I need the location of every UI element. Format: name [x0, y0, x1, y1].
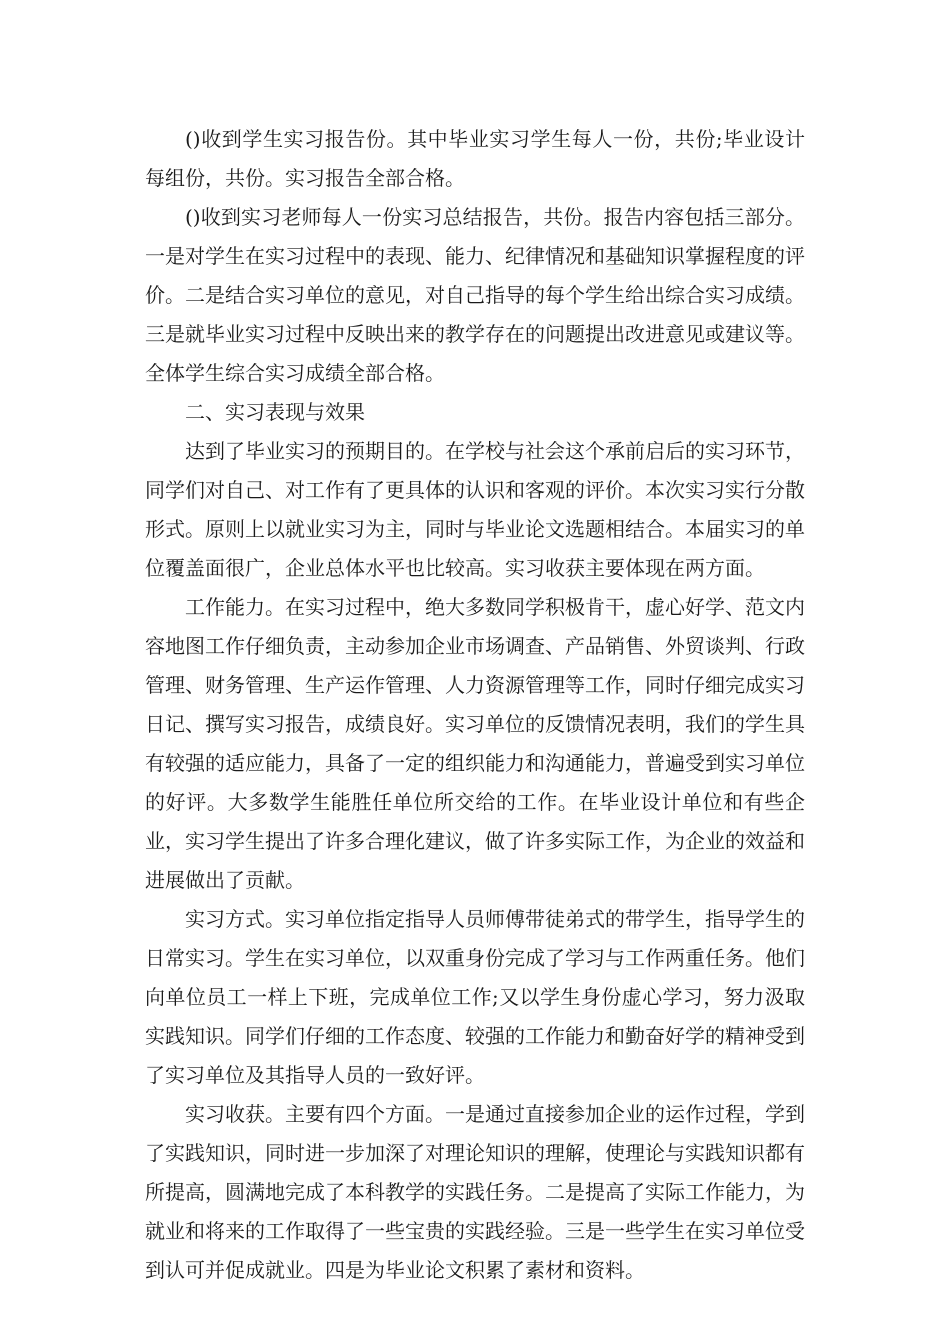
paragraph-practice-gains: 实习收获。主要有四个方面。一是通过直接参加企业的运作过程，学到了实践知识，同时进一步加深了对理论知识的理解，使理论与实践知识都有所提高，圆满地完成了本科教学的实践任务。二是提高了实际工作能力，为就业和将来的工作取得了一些宝贵的实践经验。三是一些学生在实习单位受到认可并促成就业。四是为毕业论文积累了素材和资料。 — [145, 1102, 805, 1282]
document-body — [145, 120, 805, 1290]
paragraph-practice-method: 实习方式。实习单位指定指导人员师傅带徒弟式的带学生，指导学生的日常实习。学生在实习单位，以双重身份完成了学习与工作两重任务。他们向单位员工一样上下班，完成单位工作;又以学生身份虚心学习，努力汲取实践知识。同学们仔细的工作态度、较强的工作能力和勤奋好学的精神受到了实习单位及其指导人员的一致好评。 — [145, 907, 805, 1087]
paragraph-report-count: ()收到学生实习报告份。其中毕业实习学生每人一份，共份;毕业设计每组份，共份。实习报告全部合格。 — [145, 127, 805, 190]
paragraph-work-ability: 工作能力。在实习过程中，绝大多数同学积极肯干，虚心好学、范文内容地图工作仔细负责，主动参加企业市场调查、产品销售、外贸谈判、行政管理、财务管理、生产运作管理、人力资源管理等工作，同时仔细完成实习日记、撰写实习报告，成绩良好。实习单位的反馈情况表明，我们的学生具有较强的适应能力，具备了一定的组织能力和沟通能力，普遍受到实习单位的好评。大多数学生能胜任单位所交给的工作。在毕业设计单位和有些企业，实习学生提出了许多合理化建议，做了许多实际工作，为企业的效益和进展做出了贡献。 — [145, 595, 805, 892]
paragraph-goal: 达到了毕业实习的预期目的。在学校与社会这个承前启后的实习环节，同学们对自己、对工作有了更具体的认识和客观的评价。本次实习实行分散形式。原则上以就业实习为主，同时与毕业论文选题相结合。本届实习的单位覆盖面很广，企业总体水平也比较高。实习收获主要体现在两方面。 — [145, 439, 805, 580]
paragraph-teacher-summary: ()收到实习老师每人一份实习总结报告，共份。报告内容包括三部分。一是对学生在实习过程中的表现、能力、纪律情况和基础知识掌握程度的评价。二是结合实习单位的意见，对自己指导的每个学生给出综合实习成绩。三是就毕业实习过程中反映出来的教学存在的问题提出改进意见或建议等。全体学生综合实习成绩全部合格。 — [145, 205, 805, 385]
section-heading: 二、实习表现与效果 — [185, 400, 365, 424]
